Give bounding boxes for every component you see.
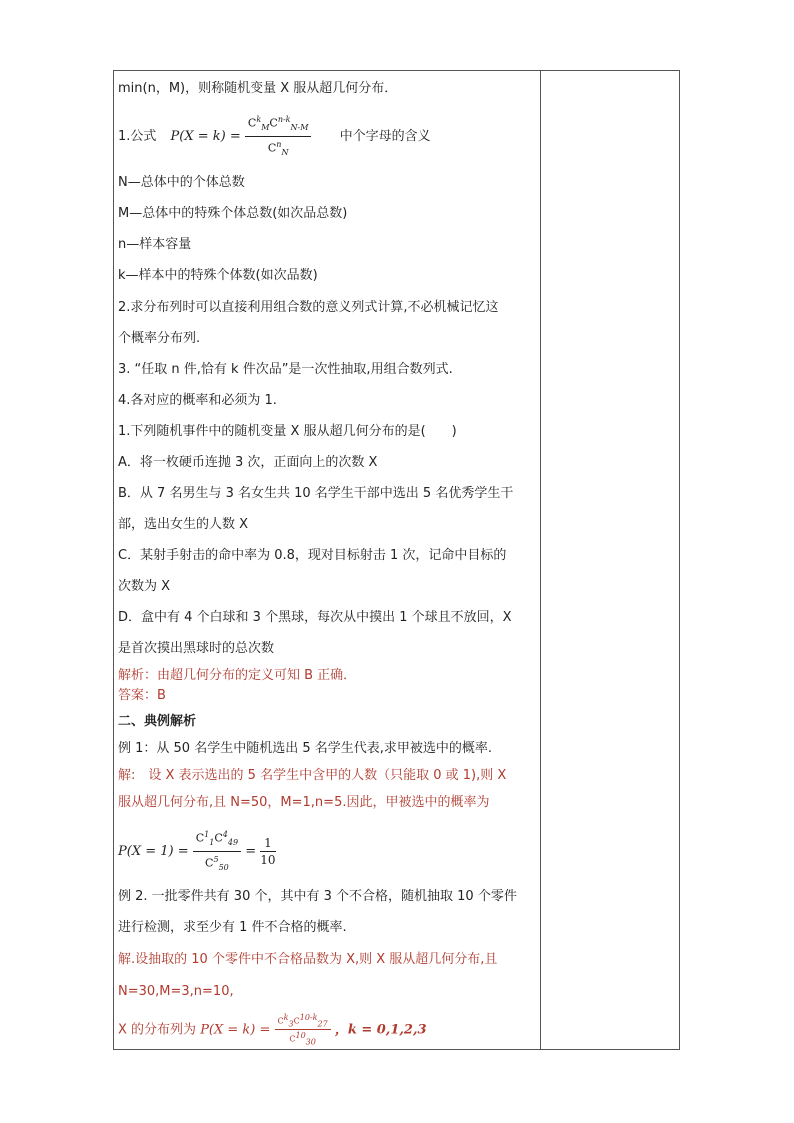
solution-1a: 解: 设 X 表示选出的 5 名学生中含甲的人数（只能取 0 或 1),则 X	[118, 768, 507, 783]
sol2c-fraction: $\frac{C^k_3C^{10-k}_{27}}{C^{10}_{30}}$	[275, 1012, 331, 1048]
sol2c-suffix: ，k = 0,1,2,3	[334, 1022, 427, 1038]
sol2c-prefix: X 的分布列为	[118, 1022, 197, 1038]
solution-1b: 服从超几何分布,且 N=50，M=1,n=5.因此，甲被选中的概率为	[118, 795, 490, 810]
formula-fraction: $\frac{C^k_MC^{n-k}_{N-M}}{C^n_N}$	[245, 112, 312, 161]
def-k: k—样本中的特殊个体数(如次品数)	[118, 268, 318, 283]
p1-equals: =	[245, 844, 257, 859]
option-a: A．将一枚硬币连抛 3 次，正面向上的次数 X	[118, 455, 378, 470]
option-b-1: B．从 7 名男生与 3 名女生共 10 名学生干部中选出 5 名优秀学生干	[118, 486, 514, 501]
probability-formula	[118, 826, 276, 878]
def-N: N—总体中的个体总数	[118, 175, 245, 190]
formula-label: 1.公式	[118, 129, 157, 144]
example-1: 例 1：从 50 名学生中随机选出 5 名学生代表,求甲被选中的概率.	[118, 741, 493, 756]
option-d-1: D．盒中有 4 个白球和 3 个黑球，每次从中摸出 1 个球且不放回，X	[118, 610, 512, 625]
p1-result: $\frac{1}{10}$	[260, 836, 276, 867]
note-4: 4.各对应的概率和必须为 1.	[118, 393, 277, 408]
option-d-2: 是首次摸出黑球时的总次数	[118, 641, 275, 656]
answer: 答案：B	[118, 688, 166, 703]
solution-2c	[118, 1012, 427, 1046]
definition-tail: min(n，M)，则称随机变量 X 服从超几何分布．	[118, 81, 398, 96]
p1-lhs: P(X = 1) =	[118, 844, 189, 859]
def-n: n—样本容量	[118, 237, 192, 252]
column-divider	[540, 70, 541, 1050]
note-3: 3. “任取 n 件,恰有 k 件次品”是一次性抽取,用组合数列式.	[118, 362, 453, 377]
solution-2b: N=30,M=3,n=10,	[118, 984, 234, 999]
option-c-1: C．某射手射击的命中率为 0.8，现对目标射击 1 次，记命中目标的	[118, 548, 507, 563]
example-2b: 进行检测，求至少有 1 件不合格的概率.	[118, 920, 347, 935]
solution-2a: 解.设抽取的 10 个零件中不合格品数为 X,则 X 服从超几何分布,且	[118, 952, 498, 967]
formula-lhs: P(X = k) =	[170, 129, 241, 144]
section-heading: 二、典例解析	[118, 714, 197, 729]
analysis: 解析：由超几何分布的定义可知 B 正确．	[118, 668, 357, 683]
question-1: 1.下列随机事件中的随机变量 X 服从超几何分布的是( )	[118, 424, 457, 439]
formula-suffix: 中个字母的含义	[339, 129, 431, 144]
option-c-2: 次数为 X	[118, 579, 171, 594]
option-b-2: 部，选出女生的人数 X	[118, 517, 249, 532]
formula-line	[118, 112, 431, 162]
note-2a: 2.求分布列时可以直接利用组合数的意义列式计算,不必机械记忆这	[118, 300, 499, 315]
def-M: M—总体中的特殊个体总数(如次品总数)	[118, 206, 348, 221]
p1-fraction: $\frac{C^1_1C^4_{49}}{C^5_{50}}$	[193, 827, 241, 876]
example-2a: 例 2. 一批零件共有 30 个，其中有 3 个不合格，随机抽取 10 个零件	[118, 889, 517, 904]
sol2c-formula: P(X = k) =	[200, 1022, 271, 1038]
note-2b: 个概率分布列.	[118, 331, 201, 346]
